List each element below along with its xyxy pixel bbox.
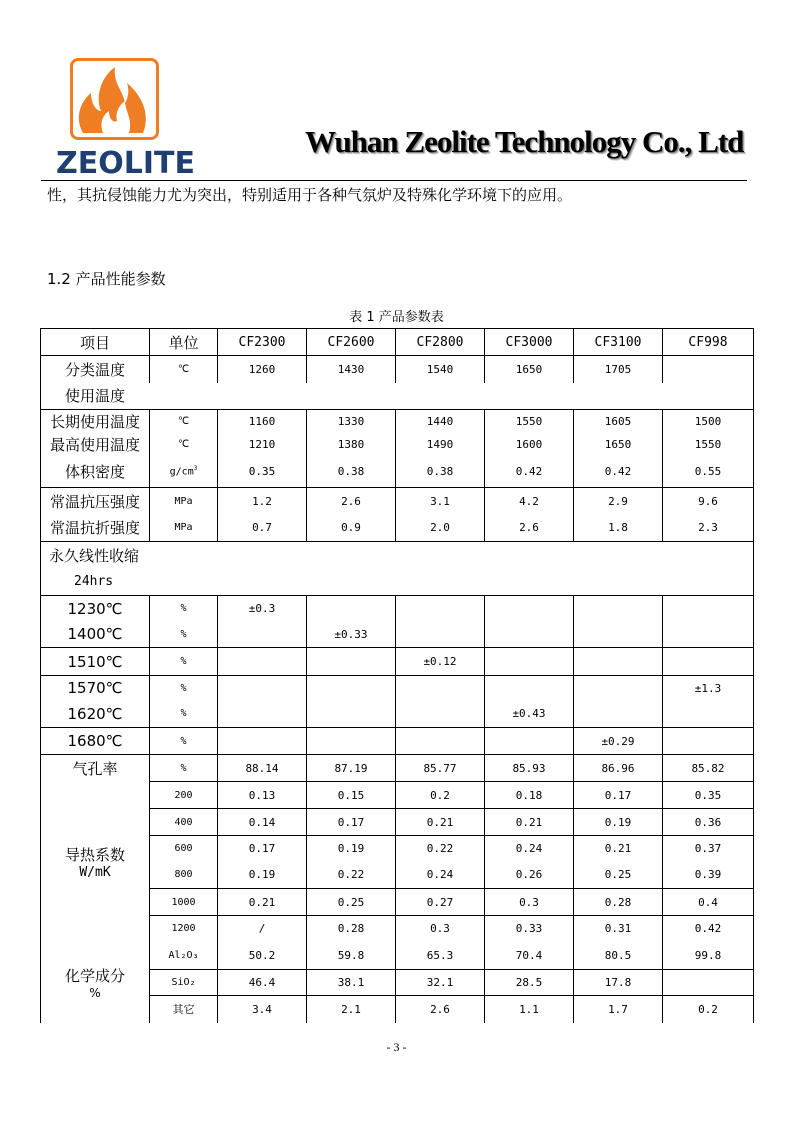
- cell: [218, 622, 307, 648]
- cell: [663, 596, 754, 622]
- row-label: 化学成分: [64, 966, 125, 985]
- row-label: 1570℃: [41, 676, 150, 701]
- cell: 2.0: [396, 515, 485, 542]
- cell: 38.1: [307, 970, 396, 996]
- row-unit: ℃: [150, 410, 218, 434]
- cell: [485, 596, 574, 622]
- cell: 0.13: [218, 782, 307, 809]
- cell: [218, 676, 307, 701]
- table-row: [41, 648, 754, 676]
- cell: 1650: [485, 356, 574, 383]
- row-unit: %: [150, 648, 218, 676]
- cell: 0.55: [663, 456, 754, 488]
- cell: 0.15: [307, 782, 396, 809]
- cell: 0.25: [307, 889, 396, 916]
- cell: 0.36: [663, 809, 754, 836]
- row-temp: 1000: [150, 889, 218, 916]
- cell: 2.6: [396, 996, 485, 1023]
- cell: [307, 728, 396, 755]
- cell: ±1.3: [663, 676, 754, 701]
- cell: 0.22: [396, 836, 485, 862]
- unit-superscript: 3: [193, 465, 198, 473]
- product-parameter-table: [40, 328, 754, 1023]
- cell: 0.37: [663, 836, 754, 862]
- row-label: 长期使用温度: [41, 410, 150, 434]
- cell: 0.38: [307, 456, 396, 488]
- cell: 87.19: [307, 755, 396, 782]
- table-row: [41, 356, 754, 383]
- cell: 1.8: [574, 515, 663, 542]
- cell: 65.3: [396, 942, 485, 970]
- cell: 88.14: [218, 755, 307, 782]
- cell: 17.8: [574, 970, 663, 996]
- cell: [574, 622, 663, 648]
- cell: [307, 676, 396, 701]
- cell: 0.38: [396, 456, 485, 488]
- row-label: 1680℃: [41, 728, 150, 755]
- cell: 3.4: [218, 996, 307, 1023]
- cell: 1.7: [574, 996, 663, 1023]
- cell: 0.42: [485, 456, 574, 488]
- row-temp: 400: [150, 809, 218, 836]
- cell: 2.6: [485, 515, 574, 542]
- chem-label-cell: [41, 942, 150, 1023]
- table-row: [41, 569, 754, 596]
- cell: [218, 728, 307, 755]
- table-row: [41, 456, 754, 488]
- cell: 0.4: [663, 889, 754, 916]
- cell: 86.96: [574, 755, 663, 782]
- cell: 0.19: [218, 862, 307, 889]
- row-component: SiO₂: [150, 970, 218, 996]
- cell: [574, 701, 663, 728]
- cell: 0.26: [485, 862, 574, 889]
- cell: 1.2: [218, 488, 307, 515]
- page-number: - 3 -: [386, 1040, 407, 1054]
- cell: 0.21: [218, 889, 307, 916]
- cell: 0.24: [396, 862, 485, 889]
- cell: [663, 648, 754, 676]
- cell: 2.9: [574, 488, 663, 515]
- row-unit: MPa: [150, 515, 218, 542]
- cell: 0.35: [218, 456, 307, 488]
- cell: 1160: [218, 410, 307, 434]
- row-label: 1620℃: [41, 701, 150, 728]
- cell: 0.24: [485, 836, 574, 862]
- cell: 0.18: [485, 782, 574, 809]
- row-unit: MPa: [150, 488, 218, 515]
- row-unit: W/mK: [79, 864, 111, 880]
- cell: [218, 648, 307, 676]
- row-unit: [150, 456, 218, 488]
- cell: 0.3: [485, 889, 574, 916]
- cell: 1430: [307, 356, 396, 383]
- row-unit: ℃: [150, 434, 218, 456]
- cell: [396, 728, 485, 755]
- cell: 0.9: [307, 515, 396, 542]
- header-cf2600: CF2600: [307, 329, 396, 356]
- cell: 80.5: [574, 942, 663, 970]
- cell: 1705: [574, 356, 663, 383]
- row-label: 使用温度: [41, 383, 754, 410]
- table-row: [41, 701, 754, 728]
- cell: 0.27: [396, 889, 485, 916]
- cell: 0.35: [663, 782, 754, 809]
- cell: 85.82: [663, 755, 754, 782]
- cell: [485, 648, 574, 676]
- table-row: [41, 942, 754, 970]
- cell: [396, 622, 485, 648]
- cell: 1550: [663, 434, 754, 456]
- cell: 9.6: [663, 488, 754, 515]
- cell: 1260: [218, 356, 307, 383]
- row-unit: %: [150, 596, 218, 622]
- table-row: [41, 622, 754, 648]
- table-row: [41, 488, 754, 515]
- cell: [663, 356, 754, 383]
- cell: [663, 970, 754, 996]
- cell: [485, 622, 574, 648]
- cell: [663, 701, 754, 728]
- cell: 1605: [574, 410, 663, 434]
- table-row: [41, 383, 754, 410]
- cell: 2.6: [307, 488, 396, 515]
- row-temp: 800: [150, 862, 218, 889]
- row-label: 体积密度: [41, 456, 150, 488]
- cell: 2.3: [663, 515, 754, 542]
- cell: 0.25: [574, 862, 663, 889]
- header-item: 项目: [41, 329, 150, 356]
- cell: [663, 622, 754, 648]
- cell: 0.14: [218, 809, 307, 836]
- row-unit: ℃: [150, 356, 218, 383]
- cell: ±0.43: [485, 701, 574, 728]
- cell: 0.3: [396, 916, 485, 942]
- table-row: [41, 676, 754, 701]
- row-label: 1230℃: [41, 596, 150, 622]
- cell: 0.17: [307, 809, 396, 836]
- row-unit: %: [150, 676, 218, 701]
- cell: ±0.29: [574, 728, 663, 755]
- cell: 32.1: [396, 970, 485, 996]
- table-caption: 表 1 产品参数表: [349, 310, 444, 325]
- cell: [396, 676, 485, 701]
- cell: 46.4: [218, 970, 307, 996]
- row-label: 导热系数: [64, 845, 125, 864]
- row-unit: %: [89, 985, 101, 1000]
- cell: /: [218, 916, 307, 942]
- company-name: Wuhan Zeolite Technology Co., Ltd: [305, 124, 744, 159]
- cell: [485, 676, 574, 701]
- cell: [307, 648, 396, 676]
- row-unit: %: [150, 728, 218, 755]
- cell: 85.93: [485, 755, 574, 782]
- cell: 1440: [396, 410, 485, 434]
- row-sublabel: 24hrs: [41, 569, 754, 596]
- cell: 3.1: [396, 488, 485, 515]
- cell: [485, 728, 574, 755]
- cell: 1490: [396, 434, 485, 456]
- header-rule: [41, 180, 747, 181]
- thermal-label-cell: [41, 782, 150, 942]
- cell: 1500: [663, 410, 754, 434]
- table-row: [41, 755, 754, 782]
- flame-logo-icon: [70, 58, 159, 140]
- cell: 0.28: [574, 889, 663, 916]
- cell: 0.19: [574, 809, 663, 836]
- cell: 0.7: [218, 515, 307, 542]
- table-row: [41, 542, 754, 569]
- row-unit: %: [150, 622, 218, 648]
- cell: 50.2: [218, 942, 307, 970]
- row-label: 1510℃: [41, 648, 150, 676]
- cell: 2.1: [307, 996, 396, 1023]
- row-unit: %: [150, 701, 218, 728]
- cell: 1210: [218, 434, 307, 456]
- row-label: 永久线性收缩: [41, 542, 754, 569]
- section-heading: 1.2 产品性能参数: [47, 270, 166, 288]
- row-temp: 1200: [150, 916, 218, 942]
- cell: 0.21: [485, 809, 574, 836]
- cell: 28.5: [485, 970, 574, 996]
- cell: [307, 596, 396, 622]
- cell: 1540: [396, 356, 485, 383]
- cell: 0.17: [218, 836, 307, 862]
- row-label: 分类温度: [41, 356, 150, 383]
- cell: 1380: [307, 434, 396, 456]
- table-row: [41, 434, 754, 456]
- cell: 0.2: [663, 996, 754, 1023]
- cell: 0.28: [307, 916, 396, 942]
- cell: 0.33: [485, 916, 574, 942]
- row-label: 气孔率: [41, 755, 150, 782]
- cell: [574, 648, 663, 676]
- cell: ±0.3: [218, 596, 307, 622]
- cell: 0.22: [307, 862, 396, 889]
- header-cf3000: CF3000: [485, 329, 574, 356]
- cell: 85.77: [396, 755, 485, 782]
- row-component: 其它: [150, 996, 218, 1023]
- cell: ±0.12: [396, 648, 485, 676]
- cell: 1600: [485, 434, 574, 456]
- cell: [396, 701, 485, 728]
- table-header-row: [41, 329, 754, 356]
- cell: 70.4: [485, 942, 574, 970]
- row-label: 常温抗压强度: [41, 488, 150, 515]
- cell: 0.21: [396, 809, 485, 836]
- row-label: 常温抗折强度: [41, 515, 150, 542]
- logo-wordmark: ZEOLITE: [56, 146, 195, 181]
- intro-paragraph: 性，其抗侵蚀能力尤为突出，特别适用于各种气氛炉及特殊化学环境下的应用。: [47, 186, 573, 204]
- cell: 1650: [574, 434, 663, 456]
- cell: 0.39: [663, 862, 754, 889]
- cell: [218, 701, 307, 728]
- cell: 4.2: [485, 488, 574, 515]
- row-unit: %: [150, 755, 218, 782]
- unit-text: g/cm: [169, 466, 194, 478]
- cell: 1550: [485, 410, 574, 434]
- table-row: [41, 728, 754, 755]
- cell: 0.42: [574, 456, 663, 488]
- row-label: 最高使用温度: [41, 434, 150, 456]
- cell: 0.31: [574, 916, 663, 942]
- header-cf998: CF998: [663, 329, 754, 356]
- table-row: [41, 410, 754, 434]
- cell: 59.8: [307, 942, 396, 970]
- cell: 0.17: [574, 782, 663, 809]
- cell: ±0.33: [307, 622, 396, 648]
- row-temp: 200: [150, 782, 218, 809]
- row-label: 1400℃: [41, 622, 150, 648]
- header-unit: 单位: [150, 329, 218, 356]
- company-logo: [56, 58, 195, 182]
- cell: [396, 596, 485, 622]
- cell: 1330: [307, 410, 396, 434]
- table-row: [41, 596, 754, 622]
- cell: [663, 728, 754, 755]
- cell: [307, 701, 396, 728]
- header-cf2300: CF2300: [218, 329, 307, 356]
- table-row: [41, 515, 754, 542]
- table-row: [41, 782, 754, 809]
- row-component: Al₂O₃: [150, 942, 218, 970]
- cell: [574, 676, 663, 701]
- row-temp: 600: [150, 836, 218, 862]
- header-cf3100: CF3100: [574, 329, 663, 356]
- cell: 0.19: [307, 836, 396, 862]
- cell: [574, 596, 663, 622]
- cell: 0.21: [574, 836, 663, 862]
- header-cf2800: CF2800: [396, 329, 485, 356]
- cell: 0.42: [663, 916, 754, 942]
- cell: 99.8: [663, 942, 754, 970]
- cell: 0.2: [396, 782, 485, 809]
- cell: 1.1: [485, 996, 574, 1023]
